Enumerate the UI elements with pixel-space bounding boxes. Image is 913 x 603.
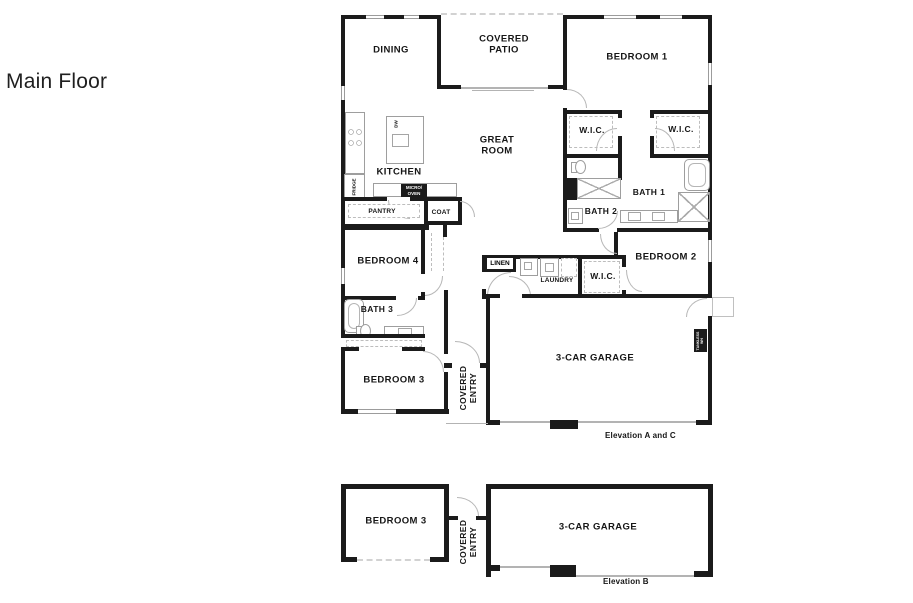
tankless-water-heater: [694, 329, 707, 352]
sink-basin: [628, 212, 641, 221]
wall: [650, 136, 654, 158]
wall: [341, 348, 345, 409]
window: [404, 15, 419, 19]
wall: [341, 347, 359, 351]
dryer: [561, 258, 577, 277]
wall: [444, 290, 448, 348]
alt-room-label-bedroom-3: BEDROOM 3: [365, 515, 427, 527]
micro-oven: [401, 184, 427, 197]
wall: [618, 158, 622, 180]
room-label-bedroom-1: BEDROOM 1: [606, 51, 668, 63]
wall: [341, 557, 357, 562]
room-label-bedroom-2: BEDROOM 2: [635, 251, 697, 263]
wall: [341, 224, 429, 230]
wall: [550, 565, 576, 577]
window: [341, 86, 345, 100]
door-arc: [460, 201, 475, 217]
wall: [486, 294, 490, 425]
shower: [678, 192, 710, 222]
door-arc: [600, 234, 617, 254]
wall: [563, 15, 712, 19]
wall: [617, 228, 712, 232]
closet-dashed: [346, 340, 422, 347]
wall: [563, 154, 622, 158]
wall: [567, 178, 577, 200]
room-label-laundry: LAUNDRY: [540, 277, 574, 285]
micro-oven-label: MICRO/ OVEN: [405, 185, 423, 196]
room-label-pantry: PANTRY: [368, 208, 396, 216]
door-arc: [425, 276, 443, 296]
wall: [444, 363, 452, 368]
soffit-dashed-line: [431, 233, 432, 271]
door-arc: [423, 351, 444, 372]
bathtub: [684, 159, 710, 191]
wall: [708, 484, 713, 576]
fridge-label: FRIDGE: [351, 178, 357, 196]
sliding-door-line: [472, 90, 534, 91]
room-label-bath-2: BATH 2: [584, 205, 618, 216]
garage-door-line: [500, 566, 550, 568]
wall: [696, 420, 712, 425]
wall: [341, 15, 345, 86]
door-arc: [567, 89, 587, 108]
alt-room-label-garage: 3-CAR GARAGE: [558, 521, 638, 533]
room-label-bath-3: BATH 3: [360, 303, 394, 314]
room-label-wic-left: W.I.C.: [579, 124, 605, 135]
wall: [548, 85, 564, 89]
wall: [449, 516, 458, 520]
window: [708, 240, 712, 262]
wall: [443, 225, 447, 237]
sink-basin: [524, 262, 532, 270]
wall: [341, 484, 449, 489]
window: [708, 63, 712, 85]
room-label-linen: LINEN: [490, 260, 510, 267]
wall: [341, 334, 425, 338]
porch-edge-line: [446, 423, 488, 424]
patio-roof-dashed-line: [441, 13, 563, 15]
wall: [563, 15, 567, 90]
wall: [622, 255, 626, 267]
wall: [618, 136, 622, 158]
dishwasher-label: DW: [393, 120, 399, 128]
window: [660, 15, 682, 19]
room-label-covered-patio: COVERED PATIO: [479, 33, 529, 56]
sink-basin: [652, 212, 665, 221]
wall: [563, 228, 599, 232]
room-label-great-room: GREAT ROOM: [479, 134, 515, 157]
toilet: [571, 160, 585, 173]
window: [358, 409, 396, 414]
wall: [694, 571, 713, 577]
garage-door-line: [578, 421, 696, 423]
door-arc: [397, 298, 417, 316]
wall: [578, 255, 582, 298]
caption-elevation-b: Elevation B: [603, 577, 649, 586]
wall: [444, 372, 448, 414]
wall: [486, 484, 491, 577]
wall: [341, 484, 346, 561]
door-arc: [626, 270, 642, 292]
wall: [482, 294, 500, 298]
room-label-coat: COAT: [431, 209, 451, 217]
wall: [650, 154, 708, 158]
wall: [410, 197, 462, 201]
wall: [486, 484, 713, 489]
wall: [421, 224, 425, 274]
room-label-kitchen: KITCHEN: [376, 166, 422, 178]
linen-closet: [485, 256, 515, 271]
wall: [618, 110, 622, 118]
wall: [444, 484, 449, 562]
wall: [486, 565, 500, 571]
wall: [708, 316, 712, 424]
shower: [577, 178, 621, 199]
room-label-covered-entry: COVERED ENTRY: [457, 365, 478, 411]
range-burners: [346, 126, 364, 152]
sliding-door-line: [461, 87, 548, 89]
wall: [437, 15, 441, 88]
wall: [341, 15, 441, 19]
tankless-label: TANKLESS WH: [695, 331, 704, 350]
room-label-dining: DINING: [373, 44, 409, 56]
door-arc: [487, 272, 511, 296]
room-label-bath-1: BATH 1: [632, 186, 666, 197]
wall: [522, 294, 712, 298]
room-label-bedroom-4: BEDROOM 4: [357, 255, 419, 267]
window-dashed: [357, 559, 430, 561]
wall: [341, 197, 387, 201]
wall: [480, 363, 486, 368]
room-label-bedroom-3: BEDROOM 3: [363, 374, 425, 386]
room-label-wic-right: W.I.C.: [668, 123, 694, 134]
wall: [563, 110, 622, 114]
wall: [437, 85, 461, 89]
window: [604, 15, 636, 19]
wall: [402, 347, 425, 351]
wall: [650, 110, 708, 114]
page-title: Main Floor: [6, 70, 108, 93]
washer-drum: [545, 263, 554, 272]
alt-room-label-covered-entry: COVERED ENTRY: [457, 519, 478, 565]
exterior-door-landing: [712, 297, 734, 317]
garage-door-line: [500, 421, 550, 423]
wall: [563, 108, 567, 232]
room-label-wic-bedroom-2: W.I.C.: [590, 270, 616, 281]
wall: [418, 296, 425, 300]
wall: [341, 228, 345, 268]
door-arc: [686, 298, 707, 317]
window: [366, 15, 384, 19]
room-label-garage: 3-CAR GARAGE: [555, 352, 635, 364]
wall: [486, 420, 500, 425]
wall: [444, 348, 448, 354]
sink-basin: [571, 212, 579, 220]
window: [341, 268, 345, 284]
island-sink: [392, 134, 409, 147]
wall: [708, 15, 712, 63]
caption-elevation-a-c: Elevation A and C: [605, 431, 676, 440]
wall: [550, 420, 578, 429]
door-arc: [509, 276, 531, 296]
wall: [650, 110, 654, 118]
soffit-dashed-line: [443, 237, 444, 271]
